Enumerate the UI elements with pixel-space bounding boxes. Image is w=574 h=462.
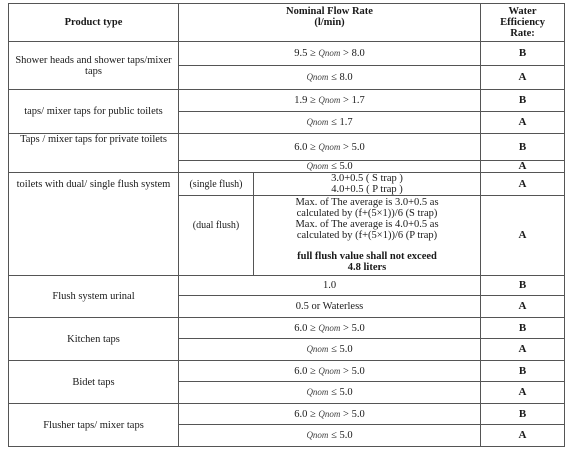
rate-cell: A bbox=[481, 296, 565, 318]
table-row bbox=[9, 42, 565, 66]
flow-prefix: 6.0 ≥ bbox=[294, 365, 319, 377]
rate-cell: A bbox=[481, 425, 565, 447]
header-eff-line1: Water bbox=[508, 6, 537, 17]
flow-suffix: ≤ 5.0 bbox=[328, 344, 353, 355]
rate-cell: B bbox=[481, 90, 565, 112]
flow-prefix: 1.9 ≥ bbox=[294, 95, 319, 106]
flow-suffix: > 5.0 bbox=[340, 408, 365, 420]
dual-flush-line5: full flush value shall not exceed bbox=[297, 251, 437, 262]
water-efficiency-table bbox=[8, 3, 565, 447]
flow-prefix: 6.0 ≥ bbox=[294, 141, 319, 153]
single-flush-values bbox=[254, 173, 481, 196]
flow-suffix: > 1.7 bbox=[340, 95, 365, 106]
dual-flush-line3: Max. of The average is 4.0+0.5 as bbox=[295, 219, 439, 230]
q-nom: Qnom bbox=[306, 344, 329, 354]
product-private-toilets: Taps / mixer taps for private toilets bbox=[9, 134, 179, 173]
dual-flush-line6: 4.8 liters bbox=[347, 262, 387, 273]
flow-cell bbox=[179, 134, 481, 161]
table-row bbox=[9, 276, 565, 296]
q-nom: Qnom bbox=[306, 161, 329, 171]
flow-cell: 1.0 bbox=[179, 276, 481, 296]
flow-cell bbox=[179, 42, 481, 66]
flow-cell bbox=[179, 90, 481, 112]
rate-cell: A bbox=[481, 339, 565, 361]
q-nom: Qnom bbox=[318, 95, 341, 105]
rate-cell: A bbox=[481, 112, 565, 134]
header-eff-line2: Efficiency bbox=[500, 17, 545, 28]
product-toilets-flush: toilets with dual/ single flush system bbox=[9, 173, 179, 276]
rate-cell: B bbox=[481, 318, 565, 339]
dual-flush-values bbox=[254, 196, 481, 276]
table-row bbox=[9, 173, 565, 196]
flow-cell bbox=[179, 112, 481, 134]
flow-prefix: 9.5 ≥ bbox=[294, 48, 319, 59]
flow-suffix: ≤ 5.0 bbox=[328, 387, 353, 398]
flow-cell: 0.5 or Waterless bbox=[179, 296, 481, 318]
rate-cell: B bbox=[481, 42, 565, 66]
flow-suffix: ≤ 5.0 bbox=[328, 161, 353, 172]
flow-cell bbox=[179, 404, 481, 425]
q-nom: Qnom bbox=[306, 387, 329, 397]
header-efficiency bbox=[481, 4, 565, 42]
q-nom: Qnom bbox=[318, 322, 341, 333]
flow-cell bbox=[179, 361, 481, 382]
dual-flush-line1: Max. of The average is 3.0+0.5 as bbox=[295, 197, 439, 208]
header-flow-rate bbox=[179, 4, 481, 42]
flow-suffix: > 5.0 bbox=[340, 365, 365, 377]
header-product-type: Product type bbox=[9, 4, 179, 42]
single-flush-line2: 4.0+0.5 ( P trap ) bbox=[331, 184, 403, 195]
flow-suffix: ≤ 1.7 bbox=[328, 117, 353, 128]
flow-suffix: > 5.0 bbox=[340, 141, 365, 153]
table-row bbox=[9, 361, 565, 382]
q-nom: Qnom bbox=[318, 141, 341, 152]
dual-flush-line2: calculated by (f+(5×1))/6 (S trap) bbox=[296, 208, 438, 219]
table-row bbox=[9, 134, 565, 161]
flow-suffix: > 5.0 bbox=[340, 322, 365, 334]
rate-cell: A bbox=[481, 66, 565, 90]
q-nom: Qnom bbox=[318, 48, 341, 58]
rate-cell: B bbox=[481, 404, 565, 425]
rate-cell: A bbox=[481, 196, 565, 276]
flow-cell bbox=[179, 66, 481, 90]
table-row bbox=[9, 90, 565, 112]
header-eff-line3: Rate: bbox=[510, 28, 535, 39]
q-nom: Qnom bbox=[318, 365, 341, 376]
rate-cell: A bbox=[481, 161, 565, 173]
rate-cell: B bbox=[481, 276, 565, 296]
flow-cell bbox=[179, 161, 481, 173]
flow-suffix: ≤ 8.0 bbox=[328, 72, 353, 83]
rate-cell: B bbox=[481, 361, 565, 382]
header-row bbox=[9, 4, 565, 42]
flow-cell bbox=[179, 425, 481, 447]
q-nom: Qnom bbox=[318, 408, 341, 419]
flow-cell bbox=[179, 382, 481, 404]
flow-cell bbox=[179, 318, 481, 339]
product-bidet: Bidet taps bbox=[9, 361, 179, 404]
rate-cell: A bbox=[481, 382, 565, 404]
single-flush-label: (single flush) bbox=[179, 173, 254, 196]
table-row bbox=[9, 318, 565, 339]
flow-cell bbox=[179, 339, 481, 361]
q-nom: Qnom bbox=[306, 430, 329, 440]
flow-suffix: > 8.0 bbox=[340, 48, 365, 59]
q-nom: Qnom bbox=[306, 117, 329, 127]
flow-suffix: ≤ 5.0 bbox=[328, 430, 353, 441]
flow-prefix: 6.0 ≥ bbox=[294, 322, 319, 334]
single-flush-line1: 3.0+0.5 ( S trap ) bbox=[331, 173, 403, 184]
rate-cell: B bbox=[481, 134, 565, 161]
product-shower: Shower heads and shower taps/mixer taps bbox=[9, 42, 179, 90]
product-kitchen: Kitchen taps bbox=[9, 318, 179, 361]
rate-cell: A bbox=[481, 173, 565, 196]
dual-flush-line4: calculated by (f+(5×1))/6 (P trap) bbox=[296, 230, 438, 241]
water-efficiency-table-wrap bbox=[8, 3, 564, 447]
product-urinal: Flush system urinal bbox=[9, 276, 179, 318]
q-nom: Qnom bbox=[306, 72, 329, 82]
header-flow-line2: (l/min) bbox=[314, 17, 345, 28]
header-flow-line1: Nominal Flow Rate bbox=[286, 6, 373, 17]
table-row bbox=[9, 404, 565, 425]
dual-flush-label: (dual flush) bbox=[179, 196, 254, 276]
flow-prefix: 6.0 ≥ bbox=[294, 408, 319, 420]
product-flusher: Flusher taps/ mixer taps bbox=[9, 404, 179, 447]
product-public-toilets: taps/ mixer taps for public toilets bbox=[9, 90, 179, 134]
